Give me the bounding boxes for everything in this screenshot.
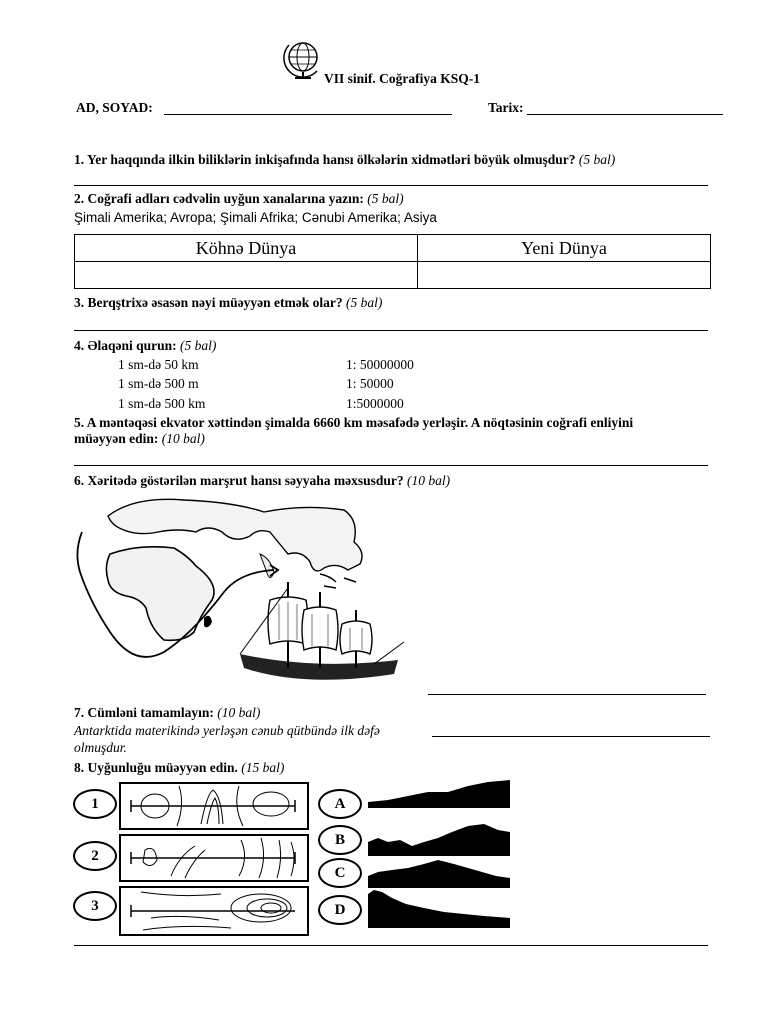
question-2-text: 2. Coğrafi adları cədvəlin uyğun xanalarına yazın: — [74, 191, 364, 206]
profile-letter-b: B — [318, 825, 362, 855]
ship-icon — [240, 582, 404, 680]
question-7-text: 7. Cümləni tamamlayın: — [74, 705, 214, 720]
page-title: VII sinif. Coğrafiya KSQ-1 — [324, 71, 481, 86]
match-right-3: 1:5000000 — [346, 396, 404, 411]
cell-new-world[interactable] — [418, 262, 711, 289]
question-1-points: (5 bal) — [578, 152, 616, 167]
question-5-text: müəyyən edin: — [74, 431, 159, 446]
question-6 — [74, 473, 450, 489]
question-3-text: 3. Berqştrixə əsasən nəyi müəyyən etmək olar? — [74, 295, 343, 310]
answer-line-6[interactable] — [428, 694, 706, 695]
question-8-points: (15 bal) — [241, 760, 285, 775]
profile-letter-c: C — [318, 858, 362, 888]
item-number-1: 1 — [73, 789, 117, 819]
match-left-3: 1 sm-də 500 km — [118, 396, 206, 411]
question-7-sentence-end: olmuşdur. — [74, 740, 127, 755]
question-1 — [74, 152, 615, 168]
question-3-points: (5 bal) — [345, 295, 383, 310]
header-new-world: Yeni Dünya — [418, 235, 711, 262]
question-1-text: 1. Yer haqqında ilkin biliklərin inkişafında hansı ölkələrin xidmətləri böyük olmuşdur? — [74, 152, 576, 167]
answer-line-3[interactable] — [74, 330, 708, 331]
question-7-points: (10 bal) — [217, 705, 261, 720]
match-right-1: 1: 50000000 — [346, 357, 414, 372]
question-6-text: 6. Xəritədə göstərilən marşrut hansı səyyaha məxsusdur? — [74, 473, 404, 488]
name-label: AD, SOYAD: — [76, 100, 153, 115]
question-2-points: (5 bal) — [367, 191, 404, 206]
match-right-2: 1: 50000 — [346, 376, 394, 391]
answer-line-8[interactable] — [74, 945, 708, 946]
question-2 — [74, 191, 404, 207]
globe-icon — [283, 40, 323, 80]
header-old-world: Köhnə Dünya — [75, 235, 418, 262]
date-label: Tarix: — [488, 100, 524, 115]
question-7 — [74, 705, 260, 721]
contour-map-2 — [119, 834, 309, 882]
contour-map-1 — [119, 782, 309, 830]
question-5-line-2 — [74, 431, 205, 447]
question-4-points: (5 bal) — [180, 338, 217, 353]
question-5-points: (10 bal) — [161, 431, 205, 446]
cell-old-world[interactable] — [75, 262, 418, 289]
profile-letter-a: A — [318, 789, 362, 819]
world-table — [74, 234, 711, 289]
question-8 — [74, 760, 284, 776]
question-8-text: 8. Uyğunluğu müəyyən edin. — [74, 760, 238, 775]
name-line[interactable] — [164, 114, 452, 115]
question-7-sentence: Antarktida materikində yerləşən cənub qütbündə ilk dəfə — [74, 723, 380, 738]
match-left-2: 1 sm-də 500 m — [118, 376, 199, 391]
profile-d — [368, 888, 510, 928]
answer-line-5[interactable] — [74, 465, 708, 466]
profile-c — [368, 858, 510, 888]
question-4 — [74, 338, 216, 354]
route-map-image — [74, 492, 414, 692]
date-line[interactable] — [527, 114, 723, 115]
answer-line-1[interactable] — [74, 185, 708, 186]
question-4-text: 4. Əlaqəni qurun: — [74, 338, 177, 353]
question-6-points: (10 bal) — [406, 473, 451, 488]
question-3 — [74, 295, 382, 311]
profile-a — [368, 778, 510, 808]
question-5-line-1: 5. A məntəqəsi ekvator xəttindən şimalda 6660 km məsafədə yerləşir. A nöqtəsinin coğrafi enliyini — [74, 415, 634, 430]
profile-letter-d: D — [318, 895, 362, 925]
profile-b — [368, 820, 510, 856]
item-number-2: 2 — [73, 841, 117, 871]
match-left-1: 1 sm-də 50 km — [118, 357, 199, 372]
item-number-3: 3 — [73, 891, 117, 921]
contour-map-3 — [119, 886, 309, 936]
question-2-options: Şimali Amerika; Avropa; Şimali Afrika; Cənubi Amerika; Asiya — [74, 210, 437, 225]
answer-line-7[interactable] — [432, 736, 710, 737]
